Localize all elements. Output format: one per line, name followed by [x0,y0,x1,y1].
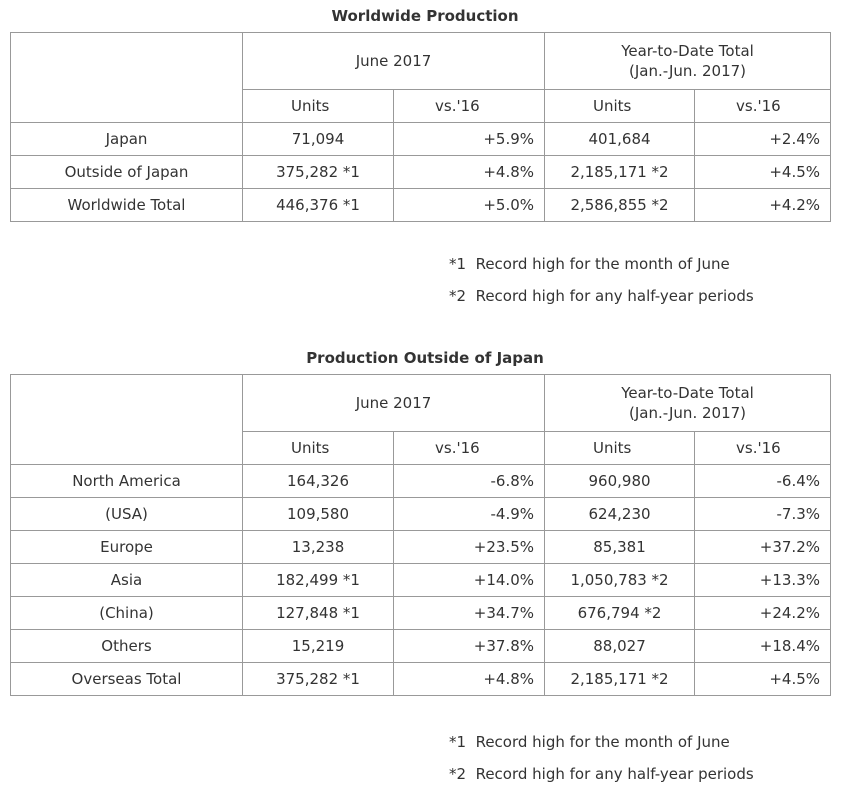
header-ytd-line1: Year-to-Date Total [621,384,754,402]
row-label: (USA) [11,498,243,531]
header-ytd [545,375,831,432]
june-units: 164,326 [243,465,394,498]
header-ytd-line2: (Jan.-Jun. 2017) [629,62,747,80]
footnote-2: *2 Record high for any half-year periods [449,765,754,783]
june-vs: +5.0% [394,189,545,222]
header-vs: vs.'16 [695,432,831,465]
ytd-units: 88,027 [545,630,695,663]
ytd-vs: +24.2% [695,597,831,630]
outside-japan-table [10,374,831,696]
table-row [11,564,831,597]
june-units: 182,499 *1 [243,564,394,597]
table-row [11,123,831,156]
header-ytd-line2: (Jan.-Jun. 2017) [629,404,747,422]
ytd-units: 676,794 *2 [545,597,695,630]
june-units: 13,238 [243,531,394,564]
table-row [11,630,831,663]
header-vs: vs.'16 [394,432,545,465]
header-empty-cell [11,375,243,465]
table-header-row [11,375,831,432]
header-units: Units [243,90,394,123]
june-vs: +34.7% [394,597,545,630]
table-row [11,531,831,564]
row-label: Others [11,630,243,663]
header-units: Units [545,90,695,123]
row-label: (China) [11,597,243,630]
header-ytd [545,33,831,90]
ytd-vs: +4.2% [695,189,831,222]
june-units: 109,580 [243,498,394,531]
june-units: 15,219 [243,630,394,663]
row-label: Overseas Total [11,663,243,696]
table-row [11,156,831,189]
row-label: Asia [11,564,243,597]
june-units: 446,376 *1 [243,189,394,222]
footnote-1: *1 Record high for the month of June [449,255,730,273]
ytd-units: 2,586,855 *2 [545,189,695,222]
header-vs: vs.'16 [695,90,831,123]
june-vs: +37.8% [394,630,545,663]
table-row [11,597,831,630]
row-label: Worldwide Total [11,189,243,222]
footnote-2: *2 Record high for any half-year periods [449,287,754,305]
outside-japan-title: Production Outside of Japan [306,349,544,367]
ytd-vs: +13.3% [695,564,831,597]
ytd-units: 624,230 [545,498,695,531]
worldwide-production-title: Worldwide Production [331,7,519,25]
ytd-vs: +2.4% [695,123,831,156]
header-june: June 2017 [243,375,545,432]
june-units: 71,094 [243,123,394,156]
june-vs: +4.8% [394,663,545,696]
ytd-units: 85,381 [545,531,695,564]
june-vs: -6.8% [394,465,545,498]
june-units: 127,848 *1 [243,597,394,630]
ytd-units: 1,050,783 *2 [545,564,695,597]
june-vs: +23.5% [394,531,545,564]
table-row [11,498,831,531]
ytd-vs: +18.4% [695,630,831,663]
footnote-1: *1 Record high for the month of June [449,733,730,751]
row-label: North America [11,465,243,498]
june-vs: +5.9% [394,123,545,156]
ytd-units: 960,980 [545,465,695,498]
header-empty-cell [11,33,243,123]
ytd-vs: +4.5% [695,156,831,189]
worldwide-production-table [10,32,831,222]
june-vs: +14.0% [394,564,545,597]
ytd-vs: +4.5% [695,663,831,696]
row-label: Europe [11,531,243,564]
row-label: Outside of Japan [11,156,243,189]
june-units: 375,282 *1 [243,156,394,189]
row-label: Japan [11,123,243,156]
header-units: Units [243,432,394,465]
ytd-vs: -6.4% [695,465,831,498]
header-ytd-line1: Year-to-Date Total [621,42,754,60]
header-vs: vs.'16 [394,90,545,123]
table-row [11,663,831,696]
ytd-units: 2,185,171 *2 [545,156,695,189]
ytd-vs: -7.3% [695,498,831,531]
june-vs: +4.8% [394,156,545,189]
table-row [11,465,831,498]
ytd-units: 2,185,171 *2 [545,663,695,696]
june-vs: -4.9% [394,498,545,531]
header-units: Units [545,432,695,465]
table-header-row [11,33,831,90]
table-row [11,189,831,222]
ytd-units: 401,684 [545,123,695,156]
ytd-vs: +37.2% [695,531,831,564]
header-june: June 2017 [243,33,545,90]
june-units: 375,282 *1 [243,663,394,696]
